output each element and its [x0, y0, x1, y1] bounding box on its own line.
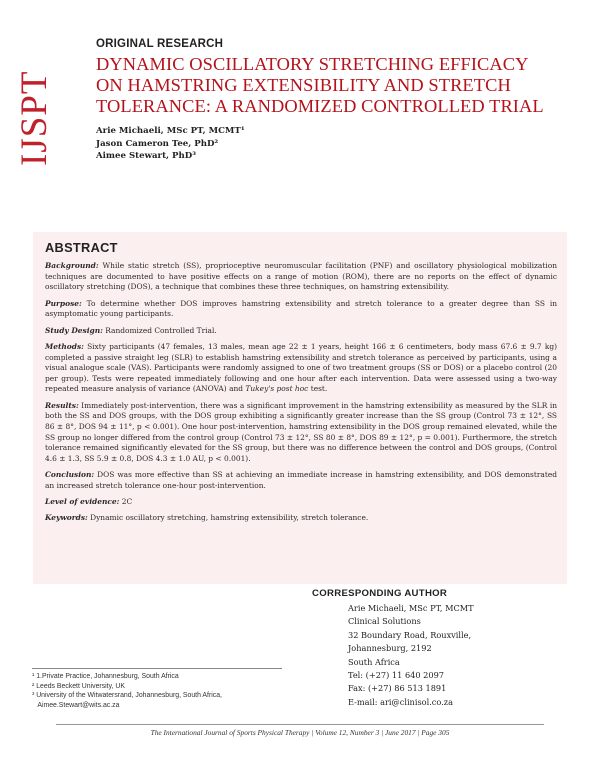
- author-list: [96, 125, 245, 163]
- corr-organization: Clinical Solutions: [348, 616, 421, 627]
- abstract-box: [33, 232, 567, 584]
- abstract-text-italic: Tukey's post hoc: [245, 384, 309, 394]
- abstract-text: Dynamic oscillatory stretching, hamstring extensibility, stretch tolerance.: [87, 513, 369, 523]
- corresponding-author-heading: CORRESPONDING AUTHOR: [312, 588, 448, 599]
- footer-divider: [56, 724, 544, 725]
- abstract-methods: [45, 342, 557, 395]
- abstract-text: test.: [308, 384, 328, 394]
- corr-email[interactable]: E-mail: ari@clinisol.co.za: [348, 696, 453, 707]
- abstract-text: Immediately post-intervention, there was a significant improvement in the hamstring extensibility as measured by the SLR in both the SS and DOS groups, with the DOS group exhibiting a significantly greater increase than the SS group (Control 73 ± 12°, SS 86 ± 8°, DOS 94 ± 11°, p < 0.001). One hour post-intervention, hamstring extensibility in the DOS group remained elevated, while the SS group no longer differed from the control group (Control 73 ± 12°, SS 80 ± 8°, DOS 89 ± 12°, p = 0.001). Furthermore, the stretch tolerance remained significantly elevated for the SS group, but there was no difference between the control and DOS groups, (Control 4.6 ± 1.3, SS 5.9 ± 0.8, DOS 4.3 ± 1.0 AU, p < 0.001).: [45, 400, 557, 463]
- abstract-label: Keywords:: [45, 513, 88, 523]
- abstract-purpose: [45, 299, 557, 320]
- abstract-text: Sixty participants (47 females, 13 males, mean age 22 ± 1 years, height 166 ± 6 centimeters, body mass 67.6 ± 9.7 kg) completed a passive straight leg (SLR) to establish hamstring extensibility and stretch tolerance as perceived by participants, using a visual analogue scale (VAS). Participants were randomly assigned to one of two treatment groups (SS or DOS) or a placebo control (20 per group). Tests were repeated immediately following and one hour after each intervention. Data were assessed using a two-way repeated measure analysis of variance (ANOVA) and: [45, 341, 557, 394]
- author: Aimee Stewart, PhD³: [96, 151, 196, 161]
- journal-logo-mark: [12, 48, 56, 168]
- abstract-label: Study Design:: [45, 325, 103, 335]
- affiliations: [32, 668, 282, 710]
- affiliation: ¹ 1.Private Practice, Johannesburg, South Africa: [32, 673, 179, 680]
- abstract-label: Purpose:: [45, 298, 82, 308]
- abstract-study-design: [45, 326, 557, 337]
- abstract-text: Randomized Controlled Trial.: [102, 325, 217, 335]
- corresponding-author: [312, 588, 474, 709]
- abstract-background: [45, 261, 557, 293]
- abstract-conclusion: [45, 470, 557, 491]
- abstract-text: To determine whether DOS improves hamstring extensibility and stretch tolerance to a greater degree than SS in asymptomatic young participants.: [45, 298, 557, 319]
- abstract-label: Background:: [45, 261, 99, 270]
- abstract-label: Level of evidence:: [45, 497, 120, 507]
- abstract-text: While static stretch (SS), proprioceptive neuromuscular facilitation (PNF) and oscillatory physiological mobilization techniques are documented to have positive effects on a range of motion (ROM), there are no reports on the effect of dynamic oscillatory stretching (DOS), a technique that combines these three techniques, on hamstring extensibility.: [45, 261, 557, 292]
- corr-country: South Africa: [348, 656, 400, 667]
- corr-name: Arie Michaeli, MSc PT, MCMT: [348, 603, 474, 613]
- abstract-heading: ABSTRACT: [45, 240, 118, 255]
- abstract-level-of-evidence: [45, 497, 557, 508]
- abstract-label: Conclusion:: [45, 470, 95, 480]
- page-footer: The International Journal of Sports Physical Therapy | Volume 12, Number 3 | June 2017 | Page 305: [150, 728, 450, 737]
- corr-phone: Tel: (+27) 11 640 2097: [348, 670, 445, 681]
- author: Jason Cameron Tee, PhD²: [96, 138, 219, 149]
- abstract-label: Results:: [45, 400, 79, 410]
- journal-logo-text: IJSPT: [14, 70, 55, 166]
- journal-logo: [12, 48, 56, 168]
- title-line: DYNAMIC OSCILLATORY STRETCHING EFFICACY: [96, 54, 529, 74]
- corr-fax: Fax: (+27) 86 513 1891: [348, 683, 447, 694]
- affiliation: ² Leeds Beckett University, UK: [32, 682, 125, 690]
- abstract-results: [45, 401, 557, 465]
- abstract-text: 2C: [119, 497, 133, 507]
- affiliation: ³ University of the Witwatersrand, Johannesburg, South Africa,: [32, 692, 222, 700]
- corr-address: 32 Boundary Road, Rouxville,: [348, 629, 472, 640]
- section-label: ORIGINAL RESEARCH: [96, 38, 224, 50]
- abstract-text: DOS was more effective than SS at achieving an immediate increase in hamstring extensibility, and DOS demonstrated an increased stretch tolerance one-hour post-intervention.: [45, 470, 557, 490]
- affiliation-email[interactable]: Aimee.Stewart@wits.ac.za: [32, 701, 120, 709]
- corr-city: Johannesburg, 2192: [348, 643, 432, 654]
- abstract-keywords: [45, 513, 557, 524]
- title-line: TOLERANCE: A RANDOMIZED CONTROLLED TRIAL: [96, 96, 544, 116]
- author: Arie Michaeli, MSc PT, MCMT¹: [96, 126, 245, 136]
- title-line: ON HAMSTRING EXTENSIBILITY AND STRETCH: [96, 75, 511, 95]
- article-title: [96, 54, 556, 117]
- abstract-label: Methods:: [45, 341, 84, 351]
